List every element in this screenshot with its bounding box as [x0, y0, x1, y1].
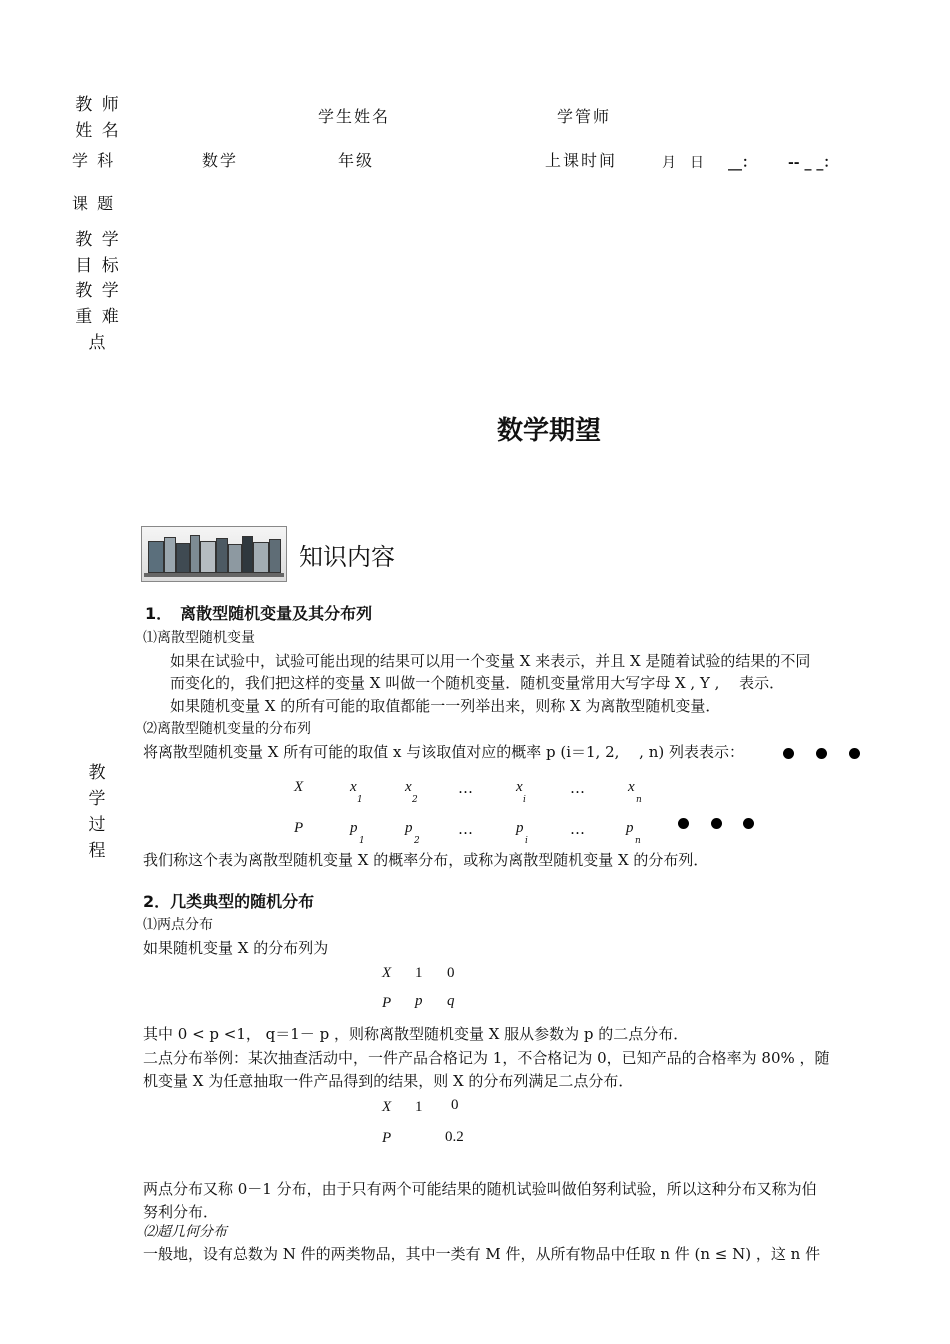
table-cell: 1	[415, 965, 423, 981]
bullet-dot-icon	[783, 748, 794, 759]
table-cell: P	[382, 995, 392, 1011]
section-2-heading: 2．几类典型的随机分布	[143, 892, 315, 911]
table-cell: P	[382, 1130, 392, 1146]
student-name-label: 学生姓名	[318, 107, 391, 126]
section-banner-title: 知识内容	[299, 543, 395, 571]
process-label: 教 学 过 程	[88, 763, 108, 861]
section-2-sub-2: ⑵超几何分布	[143, 1224, 227, 1240]
bullet-dot-icon	[816, 748, 827, 759]
table-cell: P	[294, 820, 304, 836]
paragraph: 如果随机变量 X 的分布列为	[143, 939, 329, 957]
table-cell: X	[382, 1099, 392, 1115]
table-cell: x	[516, 779, 523, 795]
table-cell: q	[447, 993, 455, 1009]
class-time-label: 上课时间	[545, 151, 618, 170]
paragraph: 机变量 X 为任意抽取一件产品得到的结果，则 X 的分布列满足二点分布．	[143, 1072, 634, 1090]
time-slot-2: -- _ _：	[788, 155, 838, 171]
goal-label: 教 学 目 标	[75, 230, 121, 276]
doc-title: 数学期望	[497, 416, 602, 446]
table-cell: x	[628, 779, 635, 795]
paragraph: 如果在试验中，试验可能出现的结果可以用一个变量 X 来表示，并且 X 是随着试验的结果的不同	[170, 652, 811, 670]
table-cell: 0.2	[445, 1129, 464, 1145]
subject-label: 学 科	[72, 151, 116, 170]
table-cell: 0	[447, 965, 455, 981]
topic-label: 课 题	[72, 194, 116, 213]
table-cell: x	[350, 779, 357, 795]
subscript: n	[635, 836, 641, 846]
section-2-sub-1: ⑴两点分布	[143, 917, 213, 933]
paragraph: 其中 0 < p <1， q＝1－ p ，则称离散型随机变量 X 服从参数为 p 的二点分布．	[143, 1025, 689, 1043]
time-slot-1: __：	[728, 155, 756, 171]
subscript: 2	[414, 836, 420, 846]
paragraph: 如果随机变量 X 的所有可能的取值都能一一列举出来，则称 X 为离散型随机变量．	[170, 697, 721, 715]
subscript: 1	[357, 795, 363, 805]
table-cell: p	[626, 820, 634, 836]
subscript: i	[523, 795, 526, 805]
grade-label: 年级	[338, 151, 375, 170]
subscript: n	[636, 795, 642, 805]
subject-value: 数学	[202, 151, 239, 170]
bullet-dot-icon	[711, 818, 722, 829]
bullet-dot-icon	[678, 818, 689, 829]
paragraph: 一般地，设有总数为 N 件的两类物品，其中一类有 M 件，从所有物品中任取 n 件 (n ≤ N) ，这 n 件	[143, 1245, 821, 1263]
table-cell: X	[294, 779, 304, 795]
table-cell: …	[458, 779, 473, 797]
bullet-dot-icon	[743, 818, 754, 829]
paragraph: 努利分布．	[143, 1203, 219, 1221]
table-cell: p	[516, 820, 524, 836]
table-cell: X	[382, 965, 392, 981]
subscript: 2	[412, 795, 418, 805]
section-1-heading: 1． 离散型随机变量及其分布列	[145, 604, 373, 623]
paragraph: 二点分布举例：某次抽查活动中，一件产品合格记为 1，不合格记为 0，已知产品的合格率为 80% ，随	[143, 1049, 830, 1067]
table-cell: 1	[415, 1099, 423, 1115]
month-day: 月 日	[662, 155, 704, 171]
table-cell: p	[350, 820, 358, 836]
manager-label: 学管师	[557, 107, 612, 126]
bullet-dot-icon	[849, 748, 860, 759]
subscript: i	[525, 836, 528, 846]
table-cell: …	[458, 820, 473, 838]
table-cell: 0	[451, 1097, 459, 1113]
paragraph: 我们称这个表为离散型随机变量 X 的概率分布，或称为离散型随机变量 X 的分布列．	[143, 851, 709, 869]
paragraph: 而变化的，我们把这样的变量 X 叫做一个随机变量．随机变量常用大写字母 X , Y , 表示．	[170, 674, 785, 692]
table-cell: …	[570, 779, 585, 797]
keypoint-label: 教 学 重 难 点	[75, 281, 121, 353]
table-cell: x	[405, 779, 412, 795]
table-cell: …	[570, 820, 585, 838]
section-1-sub-1: ⑴离散型随机变量	[143, 630, 255, 646]
subscript: 1	[359, 836, 365, 846]
paragraph: 将离散型随机变量 X 所有可能的取值 x 与该取值对应的概率 p (i＝1, 2, , n) 列表表示：	[143, 743, 744, 761]
table-cell: p	[415, 993, 423, 1009]
section-1-sub-2: ⑵离散型随机变量的分布列	[143, 721, 311, 737]
teacher-name-label: 教 师 姓 名	[75, 95, 121, 141]
table-cell: p	[405, 820, 413, 836]
paragraph: 两点分布又称 0－1 分布，由于只有两个可能结果的随机试验叫做伯努利试验，所以这种分布又称为伯	[143, 1180, 817, 1198]
bookshelf-icon	[141, 526, 287, 582]
